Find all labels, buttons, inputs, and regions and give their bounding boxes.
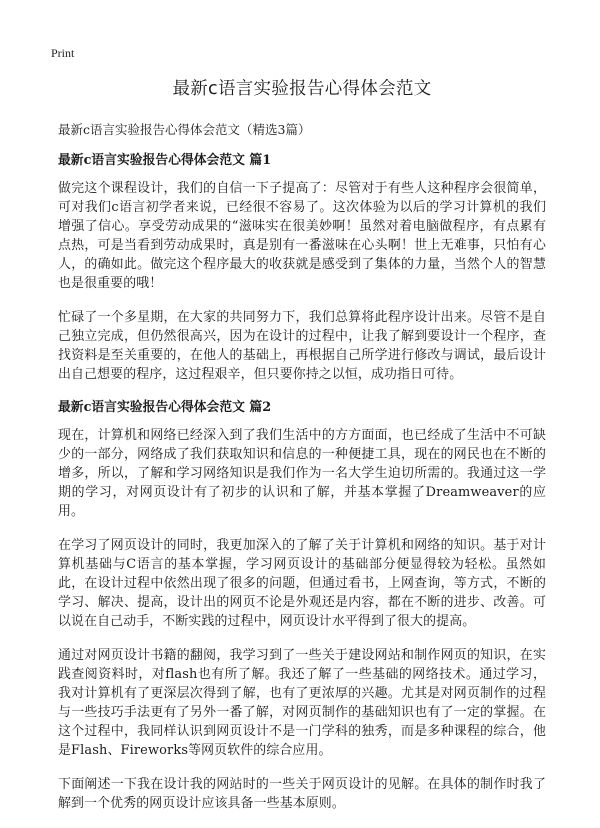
paragraph: 现在，计算机和网络已经深入到了我们生活中的方方面面，也已经成了生活中不可缺少的一部分，网络成了我们获取知识和信息的一种便捷工具，现在的网民也在不断的增多，所以，了解和学习网络知识是我们作为一名大学生迫切所需的。我通过这一学期的学习，对网页设计有了初步的认识和了解，并基本掌握了Dreamweaver的应用。 [58, 428, 546, 519]
section-heading: 最新c语言实验报告心得体会范文 篇1 [58, 153, 272, 168]
print-link[interactable]: Print [51, 46, 75, 60]
paragraph: 下面阐述一下我在设计我的网站时的一些关于网页设计的见解。在具体的制作时我了解到一个优秀的网页设计应该具备一些基本原则。 [58, 777, 546, 811]
section-1 [58, 152, 546, 384]
document-subtitle: 最新c语言实验报告心得体会范文（精选3篇） [58, 122, 311, 137]
document-page [58, 76, 546, 828]
paragraph: 做完这个课程设计，我们的自信一下子提高了：尽管对于有些人这种程序会很简单，可对我们c语言初学者来说，已经很不容易了。这次体验为以后的学习计算机的我们增强了信心。享受劳动成果的“滋味实在很美妙啊！虽然对着电脑做程序，有点累有点热，可是当看到劳动成果时，真是别有一番滋味在心头啊！世上无难事，只怕有心人，的确如此。做完这个程序最大的收获就是感受到了集体的力量，当然个人的智慧也是很重要的哦！ [58, 181, 546, 291]
document-title: 最新c语言实验报告心得体会范文 [172, 79, 432, 99]
section-heading: 最新c语言实验报告心得体会范文 篇2 [58, 400, 272, 415]
paragraph: 在学习了网页设计的同时，我更加深入的了解了关于计算机和网络的知识。基于对计算机基础与C语言的基本掌握，学习网页设计的基础部分便显得较为轻松。虽然如此，在设计过程中依然出现了很多的问题，但通过看书，上网查询，等方式，不断的学习、解决、提高，设计出的网页不论是外观还是内容，都在不断的进步、改善。可以说在自己动手，不断实践的过程中，网页设计水平得到了很大的提高。 [58, 538, 546, 629]
section-2 [58, 399, 546, 813]
paragraph: 通过对网页设计书籍的翻阅，我学习到了一些关于建设网站和制作网页的知识，在实践查阅资料时，对flash也有所了解。我还了解了一些基础的网络技术。通过学习，我对计算机有了更深层次得到了解，也有了更浓厚的兴趣。尤其是对网页制作的过程与一些技巧手法更有了另外一番了解，对网页制作的基础知识也有了一定的掌握。在这个过程中，我同样认识到网页设计不是一门学科的独秀，而是多种课程的综合，他是Flash、Fireworks等网页软件的综合应用。 [58, 648, 546, 758]
paragraph: 忙碌了一个多星期，在大家的共同努力下，我们总算将此程序设计出来。尽管不是自己独立完成，但仍然很高兴，因为在设计的过程中，让我了解到要设计一个程序，查找资料是至关重要的，在他人的基础上，再根据自己所学进行修改与调试，最后设计出自己想要的程序，这过程艰辛，但只要你持之以恒，成功指日可待。 [58, 310, 546, 382]
